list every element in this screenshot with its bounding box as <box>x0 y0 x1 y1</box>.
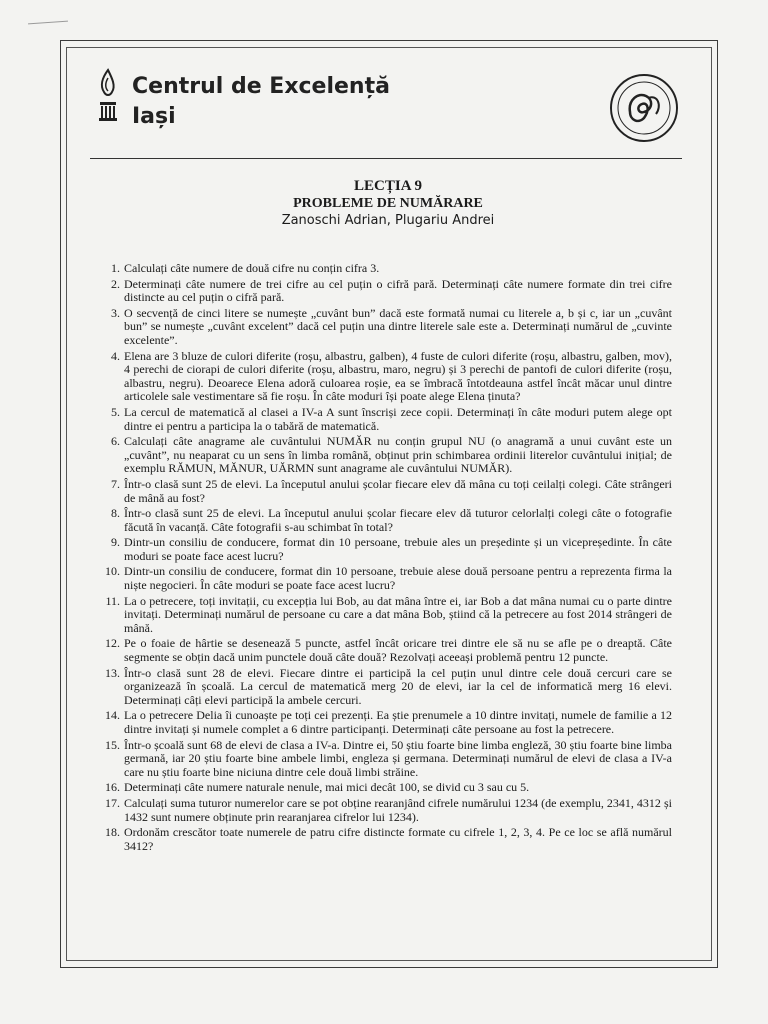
problem-text: Într-o clasă sunt 25 de elevi. La începutul anului școlar fiecare elev dă tuturor celorlalți colegi câte o fotografie făcută în vacanță. Câte fotografii s-au schimbat în total? <box>124 506 672 534</box>
problem-text: La cercul de matematică al clasei a IV-a A sunt înscriși zece copii. Determinați în câte moduri putem alege opt dintre ei pentru a participa la o tabără de matematică. <box>124 404 672 433</box>
problem-item <box>100 826 672 853</box>
problem-number: 14. <box>105 708 120 723</box>
problem-item <box>100 307 672 348</box>
problem-list <box>100 262 672 855</box>
institution-name-line2: Iași <box>132 104 176 129</box>
problem-number: 12. <box>105 636 120 651</box>
institution-name <box>132 72 390 132</box>
authors-line: Zanoschi Adrian, Plugariu Andrei <box>281 213 495 228</box>
problem-item <box>100 781 672 795</box>
problem-number: 18. <box>105 825 120 840</box>
problem-text: Elena are 3 bluze de culori diferite (roșu, albastru, galben), 4 fuste de culori diferite (roșu, albastru, galben, mov), 4 perechi de ciorapi de culori diferite (roșu, albastru, maro, negru) și 3 perechi de pantofi de culori diferite (roșu, albastru, negru). Deoarece Elena adoră culoarea roșie, ea se îmbracă întotdeauna astfel încât măcar unul dintre articolele sale vestimentare să fie roșu. În câte moduri își poate alege Elena ținuta? <box>124 348 672 404</box>
problem-number: 5. <box>111 404 120 419</box>
problem-number: 13. <box>105 665 120 680</box>
problem-number: 4. <box>111 348 120 363</box>
problem-text: La o petrecere Delia îi cunoaște pe toți cei prezenți. Ea știe prenumele a 10 dintre invitați, numele de familie a 12 dintre invitați și numele complet a 6 dintre participanți. Determinați câte persoane au fost la petrecere. <box>124 708 672 736</box>
problem-item <box>100 262 672 276</box>
institution-name-line1: Centrul de Excelență <box>132 74 390 99</box>
problem-text: Într-o clasă sunt 28 de elevi. Fiecare dintre ei participă la cel puțin unul dintre cele două cercuri care se organizează în școală. La cercul de matematică merg 20 de elevi, iar la cel de informatică merg 16 elevi. Determinați câți elevi participă la ambele cercuri. <box>124 665 672 707</box>
problem-text: Pe o foaie de hârtie se desenează 5 puncte, astfel încât oricare trei dintre ele să nu se afle pe o dreaptă. Câte segmente se obțin dacă unim punctele două câte două? Rezolvați aceeași problemă pentru 12 puncte. <box>124 636 672 665</box>
topic-title: PROBLEME DE NUMĂRARE <box>293 196 483 211</box>
problem-item <box>100 406 672 433</box>
lesson-title: LECȚIA 9 <box>354 178 422 194</box>
problem-text: O secvență de cinci litere se numește „cuvânt bun” dacă este formată numai cu literele a, b și c, iar un „cuvânt bun” se numește „cuvânt excelent” dacă cel puțin una dintre literele sale este a. Determinați numărul de „cuvinte excelente”. <box>124 305 672 347</box>
problem-text: Dintr-un consiliu de conducere, format din 10 persoane, trebuie ales un președinte și un vicepreședinte. În câte moduri se poate face acest lucru? <box>124 535 672 563</box>
problem-item <box>100 739 672 780</box>
problem-item <box>100 278 672 305</box>
problem-text: Într-o școală sunt 68 de elevi de clasa a IV-a. Dintre ei, 50 știu foarte bine limba engleză, 30 știu foarte bine limba germană, iar 20 știu foarte bine ambele limbi, engleza și germana. Determinați numărul de elevi de clasa a IV-a care nu știu foarte bine niciuna dintre cele două limbi străine. <box>124 737 672 779</box>
problem-item <box>100 667 672 708</box>
problem-text: Calculați suma tuturor numerelor care se pot obține rearanjând cifrele numărului 1234 (de exemplu, 2341, 4312 și 1432 sunt numere obținute prin rearanjarea cifrelor lui 1234). <box>124 795 672 824</box>
problem-item <box>100 595 672 636</box>
problem-number: 17. <box>105 795 120 810</box>
problem-item <box>100 435 672 476</box>
problem-item <box>100 507 672 534</box>
problem-number: 8. <box>111 506 120 521</box>
page-header <box>94 68 694 158</box>
problem-item <box>100 797 672 824</box>
document-titles <box>66 178 710 229</box>
problem-text: Într-o clasă sunt 25 de elevi. La începutul anului școlar fiecare elev dă mâna cu toți ceilalți colegi. Câte strângeri de mână au fost? <box>124 476 672 505</box>
school-seal-icon <box>608 72 680 144</box>
problem-number: 9. <box>111 535 120 550</box>
problem-item <box>100 709 672 736</box>
problem-item <box>100 536 672 563</box>
problem-number: 7. <box>111 476 120 491</box>
problem-item <box>100 478 672 505</box>
problem-text: Determinați câte numere naturale nenule, mai mici decât 100, se divid cu 3 sau cu 5. <box>124 780 530 795</box>
problem-number: 11. <box>105 593 120 608</box>
problem-text: Calculați câte anagrame ale cuvântului NUMĂR nu conțin grupul NU (o anagramă a unui cuvânt este un „cuvânt”, nu neaparat cu un sens în limba română, obținut prin schimbarea ordinii literelor cuvântului inițial; de exemplu RĂMUN, MĂNUR, UĂRMN sunt anagrame ale cuvântului NUMĂR). <box>124 434 672 476</box>
problem-number: 2. <box>111 276 120 291</box>
problem-number: 15. <box>105 737 120 752</box>
header-divider <box>90 158 682 159</box>
problem-text: Dintr-un consiliu de conducere, format din 10 persoane, trebuie alese două persoane pentru a reprezenta firma la niște negocieri. În câte moduri se poate face acest lucru? <box>124 564 672 593</box>
scan-mark <box>28 21 68 25</box>
problem-text: Determinați câte numere de trei cifre au cel puțin o cifră pară. Determinați câte numere formate din trei cifre distincte au cel puțin o cifră pară. <box>124 276 672 305</box>
problem-number: 1. <box>111 261 120 275</box>
problem-text: La o petrecere, toți invitații, cu excepția lui Bob, au dat mâna între ei, iar Bob a dat mâna numai cu o parte dintre invitați. Determinați numărul de persoane cu care a dat mâna Bob, știind că la petrecere au fost 2014 strângeri de mână. <box>124 593 672 635</box>
problem-number: 10. <box>105 564 120 579</box>
problem-item <box>100 350 672 404</box>
problem-number: 3. <box>111 305 120 320</box>
problem-number: 16. <box>105 780 120 795</box>
problem-item <box>100 565 672 592</box>
problem-text: Calculați câte numere de două cifre nu conțin cifra 3. <box>124 261 380 275</box>
flame-logo-icon <box>94 68 122 126</box>
problem-text: Ordonăm crescător toate numerele de patru cifre distincte formate cu cifrele 1, 2, 3, 4. Pe ce loc se află numărul 3412? <box>124 825 672 853</box>
problem-number: 6. <box>111 434 120 449</box>
problem-item <box>100 637 672 664</box>
